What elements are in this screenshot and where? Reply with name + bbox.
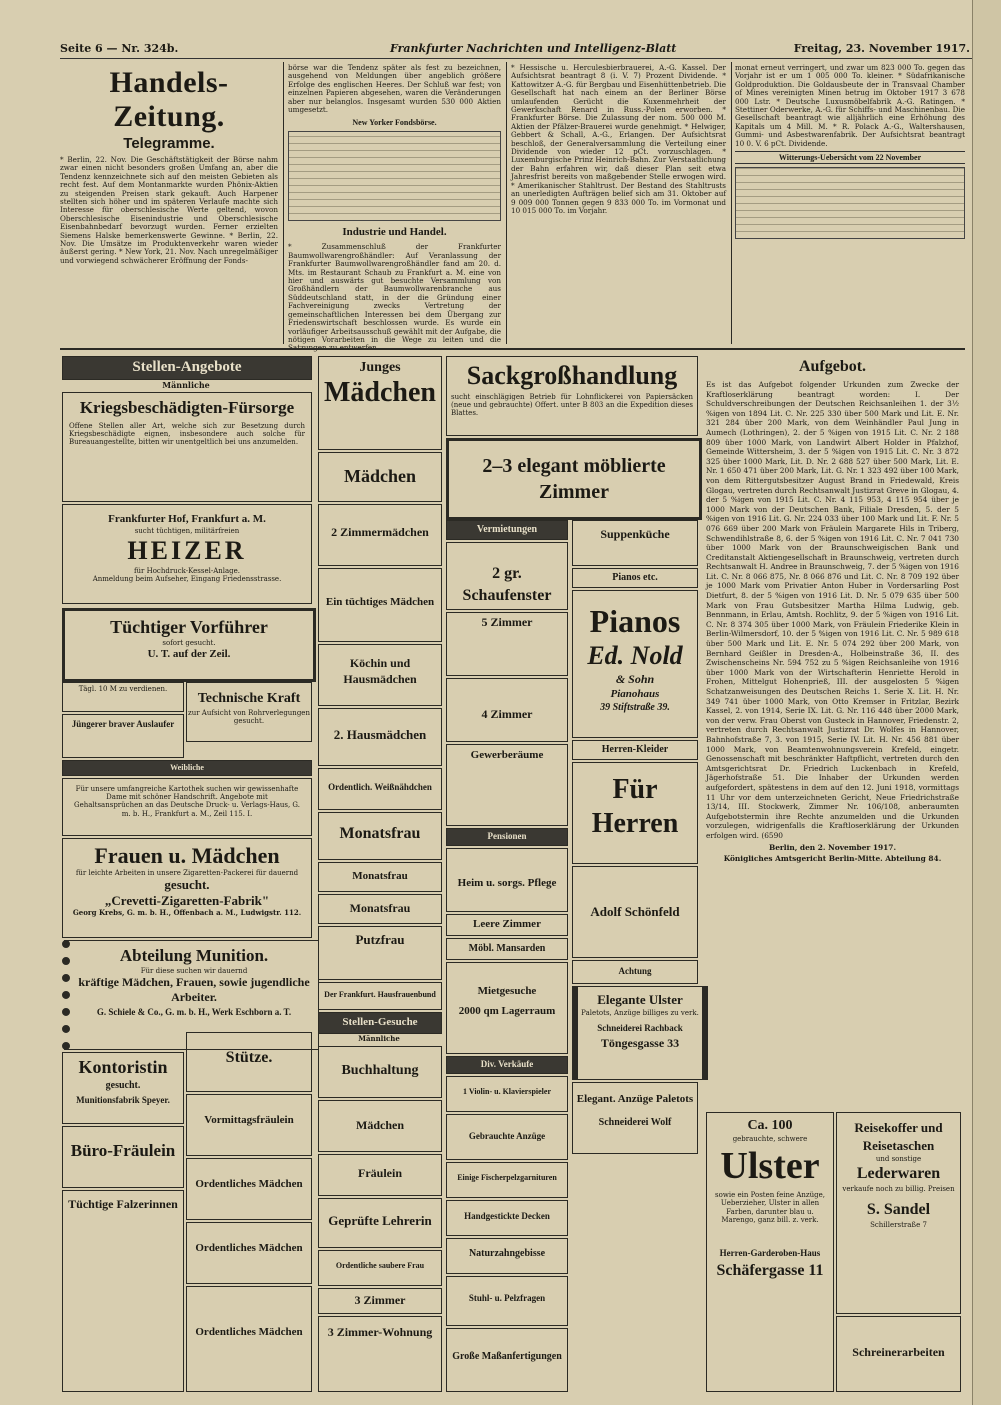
reise-addr: Schillerstraße 7: [870, 1221, 927, 1230]
vormittag-ad: [186, 1094, 312, 1156]
frau-ad: [318, 1250, 442, 1286]
sack-title: Sackgroßhandlung: [466, 361, 678, 390]
small-ad-1: Tägl. 10 M zu verdienen.: [62, 682, 184, 712]
sackgrosshandlung-ad: [446, 356, 698, 436]
hof-title: Frankfurter Hof, Frankfurt a. M.: [108, 513, 266, 525]
maedchen-title-3: Mädchen: [356, 1118, 404, 1132]
maedchen-ad-2: [318, 452, 442, 502]
weather-title: Witterungs-Uebersicht vom 22 November: [735, 151, 965, 164]
schreiner-title: Schreinerarbeiten: [852, 1345, 945, 1359]
hausmaedchen-ad: [318, 708, 442, 766]
munition-sub: Für diese suchen wir dauernd: [140, 967, 248, 975]
kartothek-ad: [62, 778, 312, 836]
stuhl-title: Stuhl- u. Pelzfragen: [468, 1293, 546, 1303]
schiele-name: G. Schiele & Co., G. m. b. H., Werk Eschborn a. T.: [96, 1007, 292, 1018]
commerce-title: Handels-Zeitung.: [109, 66, 229, 133]
ulster2-text: sowie ein Posten feine Anzüge, Ueberzieher, Ulster in allen Farben, darunter blau u. Marengo, ganz bill. z. verk.: [715, 1191, 825, 1224]
pianohaus-title: Pianohaus: [610, 688, 660, 700]
zimmermaedchen-ad: [318, 504, 442, 566]
zimmer-ad: [446, 438, 702, 520]
klavier-title: 1 Violin- u. Klavierspieler: [463, 1087, 551, 1096]
elegant-ad: [572, 1082, 698, 1154]
monatsfrau-title-2: Monatsfrau: [352, 870, 408, 882]
zimmer5-title: 5 Zimmer: [481, 615, 533, 629]
mietgesuche-title: Mietgesuche: [477, 985, 537, 997]
anzuege-title: Gebrauchte Anzüge: [468, 1131, 546, 1141]
vorfuehrer-loc: U. T. auf der Zeil.: [147, 648, 231, 661]
pianos-title: Pianos: [589, 603, 681, 639]
page-header: [60, 42, 990, 59]
zimmer3-title: 3 Zimmer: [354, 1293, 406, 1307]
achtung-title: Achtung: [618, 966, 652, 976]
reisekoffer-ad: [836, 1112, 961, 1314]
mietgesuche-ad: [446, 962, 568, 1054]
moebl-ad: [446, 938, 568, 960]
hof-sub: sucht tüchtigen, militärfreien: [134, 527, 240, 535]
kriegs-ad: [62, 392, 312, 502]
ordentlich-ad-2: [186, 1222, 312, 1284]
moebl-title: Möbl. Mansarden: [468, 943, 546, 954]
business-news-body: * Hessische u. Herculesbierbrauerei, A.-G. Kassel. Der Aufsichtsrat beantragt 8 (i. V. 7) Prozent Dividende. * Kattowitzer A.-G. für Bergbau und Eisenhüttenbetrieb. Die Gesellschaft hat nach einem an der Berliner Börse umlaufenden Gerücht die Kuxenmehrheit der Gewerkschaft Renard in Russ.-Polen erworben. * Frankfurter Börse. Die Zulassung der nom. 500 000 M. Aktien der Pfälzer-Brauerei wurde genehmigt. * Helwiger, Gebbert & Schall, A.-G., Erlangen. Der Aufsichtsrat beschloß, der Generalversammlung die Verteilung einer Dividende von wieder 12 pCt. vorzuschlagen. * Luxemburgische Prinz Heinrich-Bahn. Zur Verstaatlichung der Bahn erfahren wir, daß dieser Plan seit etwa Jahresfrist bereits von maßgebender Stelle erwogen wird. * Amerikanischer Stahltrust. Der Bestand des Stahltrusts an unerledigten Aufträgen belief sich am 31. Oktober auf 9 009 000 Tonnen gegen 9 833 000 To. im Vormonat und 10 015 000 To. im Vorjahr.: [511, 63, 726, 215]
ulster-ad-2: [706, 1112, 834, 1392]
maedchen-ad-3: [318, 1100, 442, 1152]
junges-title: Junges: [359, 360, 401, 375]
kriegs-text: Offene Stellen aller Art, welche sich zur Besetzung durch Kriegsbeschädigte eignen, insbesondere auch solche für Bureauangestellte, bitten wir unentgeltlich bei uns anzumelden.: [69, 422, 305, 447]
schoenfeld-ad: [572, 866, 698, 958]
maedchen-title-2: Mädchen: [344, 466, 416, 486]
tuechtiges-ad: [318, 568, 442, 642]
issue-date: Freitag, 23. November 1917.: [793, 42, 970, 55]
crevetti-addr: Georg Krebs, G. m. b. H., Offenbach a. M., Ludwigstr. 112.: [72, 908, 302, 918]
technische-title: Technische Kraft: [197, 691, 301, 706]
industry-body: * Zusammenschluß der Frankfurter Baumwollwarengroßhändler: Auf Veranlassung der Frankfurter Baumwollwarengroßhändler fand am 20. d. Mts. im Restaurant Schaub zu Frankfurt a. M. eine von hier und auswärts gut besuchte Versammlung von Großhändlern der Baumwollwarenbranche aus Süddeutschland statt, in der die Gründung einer Fachvereinigung zwecks Vertretung der gemeinschaftlichen Interessen bei dem Übergang zur Friedenswirtschaft beschlossen wurde. Es wurde ein vorläufiger Arbeitsausschuß gewählt mit der Aufgabe, die nötigen Vorarbeiten in die Wege zu leiten und die: [288, 242, 501, 344]
frau-title: Ordentliche saubere Frau: [335, 1261, 425, 1270]
decken-title: Handgestickte Decken: [464, 1211, 550, 1221]
stellen-gesuche-title: Stellen-Gesuche: [342, 1016, 418, 1028]
ulster-title: Elegante Ulster: [597, 992, 683, 1007]
wolf-name: Schneiderei Wolf: [598, 1117, 672, 1128]
hausfrauenbund-title: Der Frankfurt. Hausfrauenbund: [324, 990, 436, 999]
pflege-title: Heim u. sorgs. Pflege: [457, 877, 557, 889]
aufgebot-title: Aufgebot.: [798, 358, 867, 375]
putzfrau-ad: [318, 926, 442, 980]
sack-text: sucht einschlägigen Betrieb für Lohnflickerei von Papiersäcken (neue und gebrauchte) Offert. unter B 803 an die Expedition dieses Blattes.: [451, 393, 693, 418]
female-banner: [62, 760, 312, 776]
heizer-title: HEIZER: [127, 536, 247, 566]
munition-title: Abteilung Munition.: [119, 946, 269, 965]
gebisse-ad: [446, 1238, 568, 1274]
ulster-text: Paletots, Anzüge billiges zu verk.: [581, 1009, 699, 1017]
pflege-ad: [446, 848, 568, 912]
suppe-ad: [572, 520, 698, 566]
herren-kleider-banner: [572, 740, 698, 760]
gewerbe-ad: [446, 744, 568, 826]
elegant-title: Elegant. Anzüge Paletots: [576, 1093, 694, 1105]
buero-ad: [62, 1126, 184, 1188]
ordentlich-title-1: Ordentliches Mädchen: [195, 1178, 303, 1190]
frauen-sub: für leichte Arbeiten in unsere Zigaretten-Packerei für dauernd: [75, 869, 299, 877]
verkaeufe-title: Div. Verkäufe: [480, 1059, 534, 1069]
commerce-subtitle: Telegramme.: [123, 135, 215, 152]
buchhaltung-ad: [318, 1046, 442, 1098]
ordentlich-title-3: Ordentliches Mädchen: [195, 1326, 303, 1338]
heizer-ad: [62, 504, 312, 604]
commerce-body: * Berlin, 22. Nov. Die Geschäftstätigkeit der Börse nahm zwar einen nicht besonders großen Umfang an, aber die Tendenz kennzeichnete sich auf den meisten Gebieten als recht fest. Auf dem Montanmarkte wurden Phönix-Aktien zu steigenden Preisen stark gekauft. Auch Harpener stellten sich höher und im späteren Verlaufe machte sich Interesse für oberschlesische Werte geltend, wovon Oberschlesische Eisenindustrie und Oberschlesische Eisenbahnbedarf bevorzugt wurden. Ferner erzielten Siemens Halske bemerkenswerte Gewinne. * Berlin, 22. Nov. Die Umsätze im Produktenverkehr waren wieder äußerst gering. * New York, 21. Nov. Nach unregelmäßiger und vorwiegend schwächerer Eröffnung der Fonds-: [60, 155, 278, 265]
kartothek-text: Für unsere umfangreiche Kartothek suchen wir gewissenhafte Dame mit schöner Handschrift. Angebote mit Gehaltsansprüchen an das Deutsche Druck- u. Verlags-Haus, G. m. b. H., Frankfurt a. M., Zeil 115. I.: [73, 785, 301, 818]
pelz-title: Einige Fischerpelzgarnituren: [457, 1173, 557, 1182]
vorfuehrer-sub: sofort gesucht.: [162, 639, 216, 647]
column-divider: [731, 62, 732, 344]
pianos-etc-title: Pianos etc.: [612, 572, 658, 583]
monatsfrau-ad: [318, 812, 442, 860]
koechin-ad: [318, 644, 442, 706]
hausmaedchen-title: 2. Hausmädchen: [333, 727, 427, 742]
fondsboerse-title: New Yorker Fondsbörse.: [352, 118, 437, 128]
crevetti-name: „Crevetti-Zigaretten-Fabrik": [104, 893, 270, 909]
adjacent-page-edge: [972, 0, 1001, 1405]
ulster2-ca: Ca. 100: [747, 1118, 793, 1133]
stuetze-title: Stütze.: [225, 1049, 273, 1066]
technische-sub: zur Aufsicht von Rohrverlegungen gesucht.: [188, 709, 310, 726]
market-intro: börse war die Tendenz später als fest zu bezeichnen, ausgehend von Meldungen über angeblich größere Erfolge des englischen Heeres. Der Schluß war fest; von einzelnen Papieren abgesehen, waren die Veränderungen aber nur belanglos. Insgesamt wurden 530 000 Aktien umgesetzt.: [288, 63, 501, 115]
aufgebot-place: Berlin, den 2. November 1917.: [768, 842, 897, 852]
ordentlich-ad-1: [186, 1158, 312, 1220]
ulster2-title: Ulster: [720, 1145, 820, 1188]
reise-sub: und sonstige: [875, 1155, 922, 1163]
ulster-ad: [572, 986, 708, 1080]
ordentlich-title-2: Ordentliches Mädchen: [195, 1242, 303, 1254]
hausfrauenbund-ad: [318, 982, 442, 1010]
gebisse-title: Naturzahngebisse: [468, 1248, 546, 1259]
gewerbe-title: Gewerberäume: [470, 749, 544, 761]
pianos-ad: [572, 590, 698, 738]
vorfuehrer-ad: [62, 608, 316, 682]
wohnung-ad: [318, 1316, 442, 1392]
weissnaeherin-ad: [318, 768, 442, 810]
junges-maedchen-title: Mädchen: [324, 377, 436, 408]
suppe-title: Suppenküche: [600, 527, 670, 541]
industry-title: Industrie und Handel.: [342, 226, 447, 239]
stellen-angebote-banner: [62, 356, 312, 380]
vermietungen-title: Vermietungen: [476, 524, 538, 535]
nold-title: Ed. Nold: [587, 641, 683, 670]
stellen-angebote-title: Stellen-Angebote: [132, 359, 242, 375]
vormittag-title: Vormittagsfräulein: [204, 1114, 294, 1126]
anzuege-ad: [446, 1114, 568, 1160]
zimmer4-ad: [446, 678, 568, 742]
munition-text: kräftige Mädchen, Frauen, sowie jugendliche Arbeiter.: [78, 975, 310, 1005]
ulster2-sub: gebrauchte, schwere: [732, 1135, 808, 1143]
wohnung-title: 3 Zimmer-Wohnung: [327, 1325, 433, 1339]
zimmer5-ad: [446, 612, 568, 676]
commerce-column: [60, 62, 278, 344]
gesuche-male: Männliche: [358, 1034, 400, 1043]
heizer-addr: Anmeldung beim Aufseher, Eingang Friedensstrasse.: [92, 575, 282, 584]
frauen-ad: [62, 838, 312, 938]
koechin-title: Köchin und Hausmädchen: [343, 656, 417, 686]
junges-maedchen-ad: [318, 356, 442, 450]
schaufenster-title: 2 gr. Schaufenster: [462, 565, 552, 604]
leere-ad: [446, 914, 568, 936]
monatsfrau-ad-3: [318, 894, 442, 924]
buero-title: Büro-Fräulein: [70, 1141, 176, 1160]
stuhl-ad: [446, 1276, 568, 1326]
ordentlich-ad-3: [186, 1286, 312, 1392]
masthead: Frankfurter Nachrichten und Intelligenz-Blatt: [390, 42, 677, 55]
pianos-addr: 39 Stiftstraße 39.: [600, 702, 670, 713]
section-divider: [60, 348, 965, 350]
weather-table: [735, 167, 965, 239]
column-divider: [283, 62, 284, 344]
zimmermaedchen-title: 2 Zimmermädchen: [331, 525, 429, 539]
fraeulein-title: Fräulein: [358, 1166, 402, 1180]
toenges-addr: Töngesgasse 33: [600, 1036, 680, 1051]
business-news-column: [511, 62, 726, 344]
vorfuehrer-title: Tüchtiger Vorführer: [110, 617, 268, 637]
vermietungen-banner: [446, 520, 568, 540]
kontoristin-title: Kontoristin: [78, 1057, 168, 1077]
pensionen-banner: [446, 828, 568, 846]
sohn-title: & Sohn: [615, 672, 655, 686]
stellen-gesuche-banner: [318, 1012, 442, 1034]
pelz-ad: [446, 1162, 568, 1198]
verkaeufe-banner: [446, 1056, 568, 1074]
zimmer4-title: 4 Zimmer: [481, 707, 533, 721]
kontoristin-ad: [62, 1052, 184, 1124]
lehrerin-title: Geprüfte Lehrerin: [328, 1213, 432, 1228]
decken-ad: [446, 1200, 568, 1236]
falzerinnen-ad: [62, 1190, 184, 1392]
aufgebot-text: Es ist das Aufgebot folgender Urkunden zum Zwecke der Kraftloserklärung beantragt worden: I. Der Schuldverschreibungen der Deutschen Reichsanleihen 1. der 3½ %igen von 1894 Lit. C. Nr. 225 330 über 500 Mark und Lit. E. Nr. 321 284 über 200 Mark, von dem Weinhändler Paul Jung in Aumech (Lothringen), 2. der 5 %igen von 1915 Lit. C. Nr. 2 188 809 über 1000 Mark, von Landwirt Albert Holder in Pfalzhof, Gemeinde Wittersheim, 3. der 5 %igen von 1915 Lit. C. Nr. 3 872 325 über 1000 Mark, Lit. D. Nr. 2 688 527 über 500 Mark, Lit. E. Nr. 1 650 471 über 200 Mark, Lit. G. Nr. 1 323 492 über 100 Mark, von dem Rittergutsbesitzer August Brand in Friedewald, Kreis Glogau, vertreten durch Rechtsanwalt Justizrat Greve in Glogau, 4. der 5 %igen von 1915 Lit. C. Nr. 4 115 953, 4 115 954 über je 1000 Mark von der Deutschen Bank, Filiale Dresden, 5. der 5 %igen von 1916 Lit. G. Nr. 224 033 über 100 Mark und Lit. F. Nr. 5 076 669 über 200 Mark von Fräulein Margarete Hils in Triberg, Schwendihlstraße 8, 6. der 5 %igen von 1916 Lit. C. Nr. 7 041 730 über 1000 Mark von der Braunschweigischen Bank und Creditanstalt Aktiengesellschaft in Braunschweig, vertreten durch Rechtsanwalt H. Andree in Braunschweig, 7. der 5 %igen von 1916 Lit. C. Nr. 8 066 875, Nr. 8 066 876 und Lit. C. Nr. 8 709 192 über je 1000 Mark vom Privatier Anton Huber in Vordersarling Post Dietfurt, 8. der 5 %igen von 1916 Lit. D. Nr. 5 079 635 über 500 Mark von Frau Gutsbesitzer Martha Hilma Ludwig, geb. Bennmann, in Erlau, Amtsh. Rochlitz, 9. der 5 %igen von 1916 Lit. C. Nr. 8 374 305 über 1000 Mark, von Fräulein Friederike Klein in Berlin-Wilmersdorf, 10. der 5 %igen von 1916 Lit. C. Nr. 5 989 618 über 500 Mark und Lit. E. Nr. 5 074 292 über 200 Mark, von Bernhard Geißler in Dresden-A., Holbeinstraße 36, II. des Zwischenscheins Nr. 594 752 zu 5 %igen Reichsanleihe von 1916 über 1000 Mark von der Wirtschafterin Henriette Herold in Frohen, Mittelgut Hohenprieß, III. der ausgelosten 5 %igen Schatzanweisungen des Deutschen Reichs 1. Serie X. Lit. H. Nr. 349 741 über 1000 Mark, von Otto Kremser in Fritzlar, Bezirk Kassel, 2. von 1914, Serie IX. Lit. G. Nr. 116 448 über 2000 Mark, von der verw. Frau Oberst von Gusteck in Hannover, Friedenstr. 2, vertreten durch Rechtsanwalt Justizrat Dr. Wolfes in Hannover, Bahnhofstraße 7, 3. von 1915, Serie IV. Lit. H. Nr. 456 881 über 1000 Mark, von Beamtenwohnungsverein Krefeld, eingetr. Genossenschaft mit beschränkter Haftpflicht, vertreten durch den Amtsgerichtsrat Dr. Friedrich Luckenbach in Krefeld, Jägerhofstraße 51. Die Inhaber der Urkunden werden aufgefordert, spätestens in dem auf den 12. Juni 1918, vormittags 11 Uhr vor dem unterzeichneten Gericht, Neue Friedrichstraße 13/14, III. Stockwerk, Zimmer Nr. 106/108, anberaumten Aufgebotstermin ihre Rechte anzumelden und die Urkunden vorzulegen, widrigenfalls die Kraftloserklärung der Urkunden erfolgen wird. (6590: [706, 380, 959, 840]
male-subheading: Männliche: [162, 380, 210, 390]
reise-title: Reisekoffer und Reisetaschen: [854, 1120, 943, 1153]
mass-ad: [446, 1328, 568, 1392]
schneiderei-name: Schneiderei Rachback: [597, 1023, 683, 1034]
page-number: Seite 6 — Nr. 324b.: [60, 42, 179, 55]
putzfrau-title: Putzfrau: [355, 932, 405, 947]
lagerraum-title: 2000 qm Lagerraum: [458, 1005, 556, 1017]
schreiner-ad: [836, 1316, 961, 1392]
speyer-name: Munitionsfabrik Speyer.: [76, 1095, 170, 1105]
female-heading: Weibliche: [170, 763, 204, 772]
fraeulein-ad: [318, 1154, 442, 1196]
weissnaeherin-title: Ordentlich. Weißnähdchen: [328, 782, 432, 792]
frauen-gesucht: gesucht.: [164, 877, 210, 893]
laufer-title: Jüngerer braver Auslaufer: [71, 719, 175, 729]
fondsboerse-table: [288, 131, 501, 221]
falzerinnen-title: Tüchtige Falzerinnen: [68, 1197, 178, 1211]
monatsfrau-title: Monatsfrau: [339, 825, 421, 842]
tuechtiges-title: Ein tüchtiges Mädchen: [325, 596, 435, 608]
zimmer-title: 2–3 elegant möblierte Zimmer: [482, 455, 666, 503]
achtung-banner: [572, 960, 698, 984]
klavier-ad: [446, 1076, 568, 1112]
pianos-etc-banner: [572, 568, 698, 588]
aufgebot-court: Königliches Amtsgericht Berlin-Mitte. Abteilung 84.: [723, 854, 942, 864]
buchhaltung-title: Buchhaltung: [341, 1063, 419, 1078]
herren-kleider-title: Herren-Kleider: [601, 744, 669, 755]
fuer-herren-ad: [572, 762, 698, 864]
heizer-sub: für Hochdruck-Kessel-Anlage.: [133, 567, 241, 576]
monatsfrau-ad-2: [318, 862, 442, 892]
zimmer3-ad: [318, 1288, 442, 1314]
kriegs-title: Kriegsbeschädigten-Fürsorge: [79, 398, 295, 417]
business-news-body-2: monat erneut verringert, und zwar um 823 000 To. gegen das Vorjahr ist er um 1 005 000 To. kleiner. * Südafrikanische Goldproduktion. Die Goldausbeute der in Transvaal Chamber of Mines vereinigten Minen betrug im Oktober 1917 3 678 000 Lstr. * Deutsche Luxusmöbelfabrik A.-G. Ratingen. * Stettiner Oderwerke, A.-G. für Schiffs- und Maschinenbau. Die Gesellschaft beantragt wie alljährlich eine Erhöhung des Kapitals um 4 Mill. M. * R. Polack A.-G., Waltershausen, Gummi- und Asbestwarenfabrik. Der Aufsichtsrat beantragt 10 0. V. 6 pCt. Dividende.: [735, 63, 965, 148]
business-news-column-2: [735, 62, 965, 344]
technische-ad: [186, 682, 312, 742]
reise-sandel: S. Sandel: [866, 1201, 931, 1219]
column-divider: [506, 62, 507, 344]
mass-title: Große Maßanfertigungen: [452, 1351, 562, 1362]
kontoristin-gesucht: gesucht.: [105, 1080, 141, 1091]
fuer-herren-title: Für Herren: [591, 774, 679, 839]
reise-sub2: verkaufe noch zu billig. Preisen: [842, 1185, 955, 1194]
ulster2-herren: Herren-Garderoben-Haus: [719, 1248, 821, 1259]
schaufenster-ad: [446, 542, 568, 610]
laufer-ad: [62, 714, 184, 758]
stuetze-ad: [186, 1032, 312, 1092]
frauen-title: Frauen u. Mädchen: [94, 843, 280, 868]
market-column: [288, 62, 501, 344]
monatsfrau-title-3: Monatsfrau: [349, 901, 411, 915]
leere-title: Leere Zimmer: [473, 918, 541, 930]
schoenfeld-title: Adolf Schönfeld: [590, 904, 680, 919]
pensionen-title: Pensionen: [487, 831, 527, 841]
lehrerin-ad: [318, 1198, 442, 1248]
ulster2-addr: Schäfergasse 11: [716, 1262, 824, 1280]
reise-leder: Lederwaren: [856, 1165, 941, 1183]
